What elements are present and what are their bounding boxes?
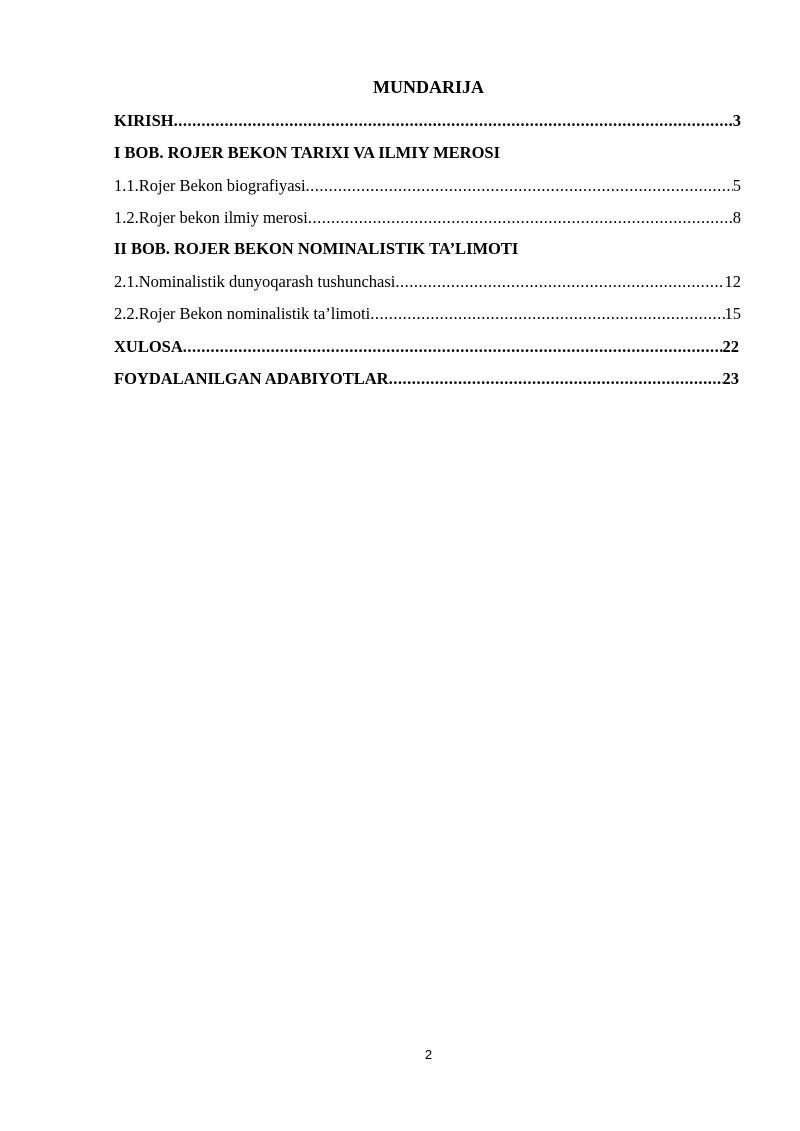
toc-dot-leader bbox=[395, 270, 724, 294]
toc-entry-2-2[interactable] bbox=[114, 302, 741, 326]
toc-entry-label: KIRISH bbox=[114, 111, 174, 130]
toc-page-number: 15 bbox=[724, 304, 741, 323]
toc-dot-leader bbox=[308, 206, 733, 230]
toc-page-number: 8 bbox=[732, 208, 741, 227]
toc-entry-1-1[interactable] bbox=[114, 174, 741, 198]
toc-title: MUNDARIJA bbox=[373, 77, 484, 97]
toc-entry-label: II BOB. ROJER BEKON NOMINALISTIK TA’LIMOTI bbox=[114, 239, 519, 258]
toc-page-number: 3 bbox=[732, 111, 741, 130]
toc-entry-label: I BOB. ROJER BEKON TARIXI VA ILMIY MEROSI bbox=[114, 143, 501, 162]
toc-entry-label: XULOSA bbox=[114, 337, 183, 356]
toc-page-number: 22 bbox=[722, 337, 739, 356]
toc-chapter-1-heading[interactable] bbox=[114, 141, 754, 165]
toc-entry-label: Rojer Bekon biografiyasi bbox=[138, 176, 306, 195]
toc-entry-label: Nominalistik dunyoqarash tushunchasi bbox=[138, 272, 396, 291]
toc-entry-number: 1.2. bbox=[114, 208, 139, 227]
toc-entry-1-2[interactable] bbox=[114, 206, 741, 230]
toc-entry-label: FOYDALANILGAN ADABIYOTLAR bbox=[114, 369, 389, 388]
page-number: 2 bbox=[424, 1047, 433, 1062]
toc-entry-foydalanilgan-adabiyotlar[interactable] bbox=[114, 367, 739, 391]
toc-dot-leader bbox=[370, 302, 724, 326]
toc-entry-number: 1.1. bbox=[114, 176, 139, 195]
toc-entry-label: Rojer Bekon nominalistik ta’limoti bbox=[138, 304, 371, 323]
toc-entry-label: Rojer bekon ilmiy merosi bbox=[138, 208, 308, 227]
toc-dot-leader bbox=[306, 174, 733, 198]
toc-page-number: 12 bbox=[724, 272, 741, 291]
toc-entry-2-1[interactable] bbox=[114, 270, 741, 294]
toc-page-number: 23 bbox=[722, 369, 739, 388]
toc-dot-leader bbox=[389, 367, 723, 391]
toc-entry-number: 2.1. bbox=[114, 272, 139, 291]
toc-entry-number: 2.2. bbox=[114, 304, 139, 323]
toc-page-number: 5 bbox=[732, 176, 741, 195]
toc-entry-kirish[interactable] bbox=[114, 109, 741, 133]
toc-dot-leader bbox=[174, 109, 733, 133]
toc-chapter-2-heading[interactable] bbox=[114, 237, 754, 261]
toc-entry-xulosa[interactable] bbox=[114, 335, 739, 359]
toc-dot-leader bbox=[183, 335, 723, 359]
